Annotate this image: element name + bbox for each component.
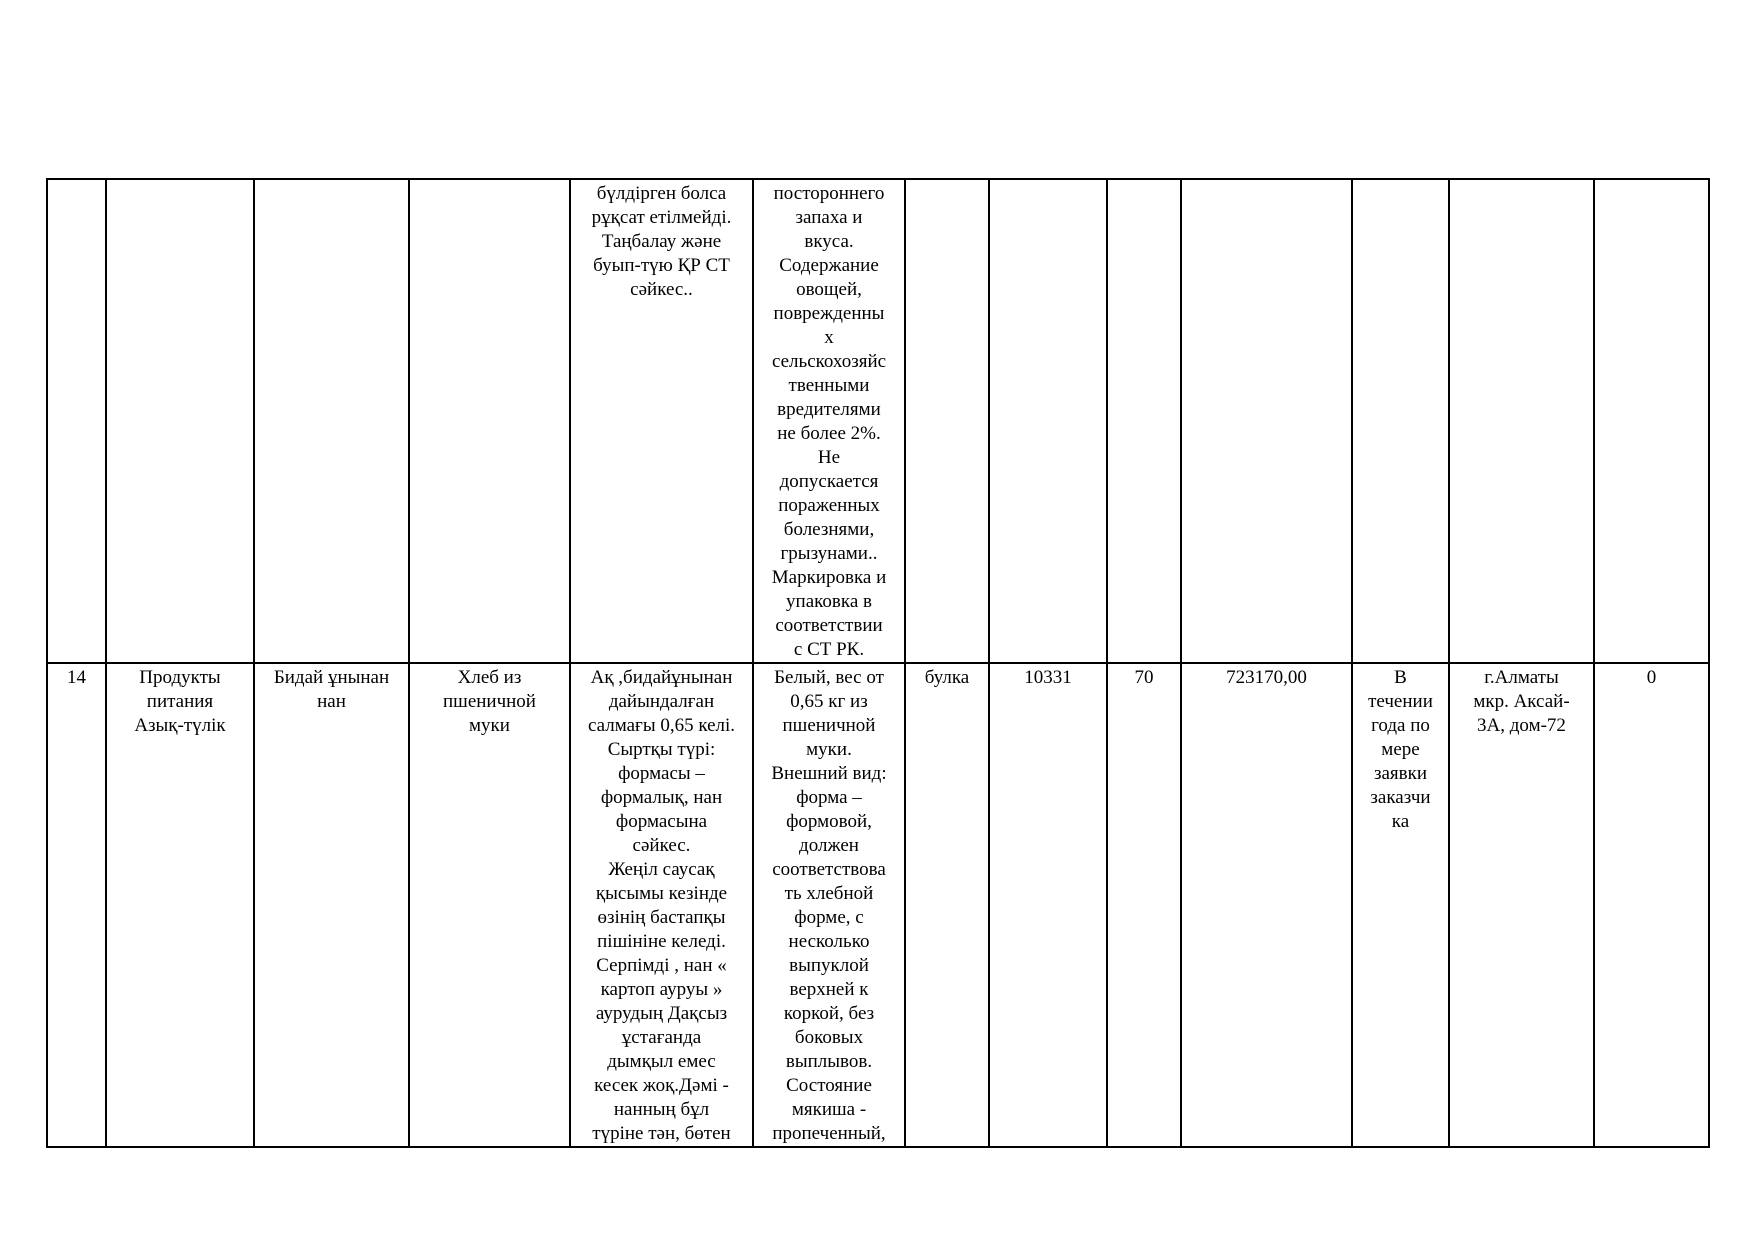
cell-name-kz: Бидай ұнынан нан — [254, 663, 409, 1147]
cell-address — [1449, 179, 1594, 663]
cell-name-ru: Хлеб из пшеничной муки — [409, 663, 570, 1147]
cell-spec-kz: бүлдірген болса рұқсат етілмейді. Таңбалау және буып-түю ҚР СТ сәйкес.. — [570, 179, 753, 663]
table-row — [47, 663, 1709, 1147]
cell-advance: 0 — [1594, 663, 1709, 1147]
cell-sum: 723170,00 — [1181, 663, 1352, 1147]
cell-name-kz — [254, 179, 409, 663]
cell-category — [106, 179, 254, 663]
cell-spec-ru: Белый, вес от 0,65 кг из пшеничной муки. Внешний вид: форма – формовой, должен соответствова ть хлебной форме, с несколько выпуклой верхней к коркой, без боковых выплывов. Состояние мякиша - пропеченный, — [753, 663, 905, 1147]
cell-name-ru — [409, 179, 570, 663]
cell-term: В течении года по мере заявки заказчи ка — [1352, 663, 1449, 1147]
cell-num: 14 — [47, 663, 106, 1147]
cell-unit: булка — [905, 663, 989, 1147]
cell-address: г.Алматы мкр. Аксай- 3А, дом-72 — [1449, 663, 1594, 1147]
cell-spec-ru: постороннего запаха и вкуса. Содержание овощей, поврежденны х сельскохозяйс твенными вредителями не более 2%. Не допускается пораженных болезнями, грызунами.. Маркировка и упаковка в соответствии с СТ РК. — [753, 179, 905, 663]
cell-num — [47, 179, 106, 663]
cell-quantity: 10331 — [989, 663, 1107, 1147]
cell-term — [1352, 179, 1449, 663]
cell-category: Продукты питания Азық-түлік — [106, 663, 254, 1147]
cell-unit — [905, 179, 989, 663]
cell-sum — [1181, 179, 1352, 663]
procurement-table — [46, 178, 1710, 1148]
cell-quantity — [989, 179, 1107, 663]
cell-price: 70 — [1107, 663, 1181, 1147]
cell-spec-kz: Ақ ,бидайұнынан дайындалған салмағы 0,65 келі. Сыртқы түрі: формасы – формалық, нан формасына сәйкес. Жеңіл саусақ қысымы кезінде өзінің бастапқы пішініне келеді. Серпімді , нан « картоп ауруы » аурудың Дақсыз ұстағанда дымқыл емес кесек жоқ.Дәмі - нанның бұл түріне тән, бөтен — [570, 663, 753, 1147]
table-row — [47, 179, 1709, 663]
cell-price — [1107, 179, 1181, 663]
cell-advance — [1594, 179, 1709, 663]
